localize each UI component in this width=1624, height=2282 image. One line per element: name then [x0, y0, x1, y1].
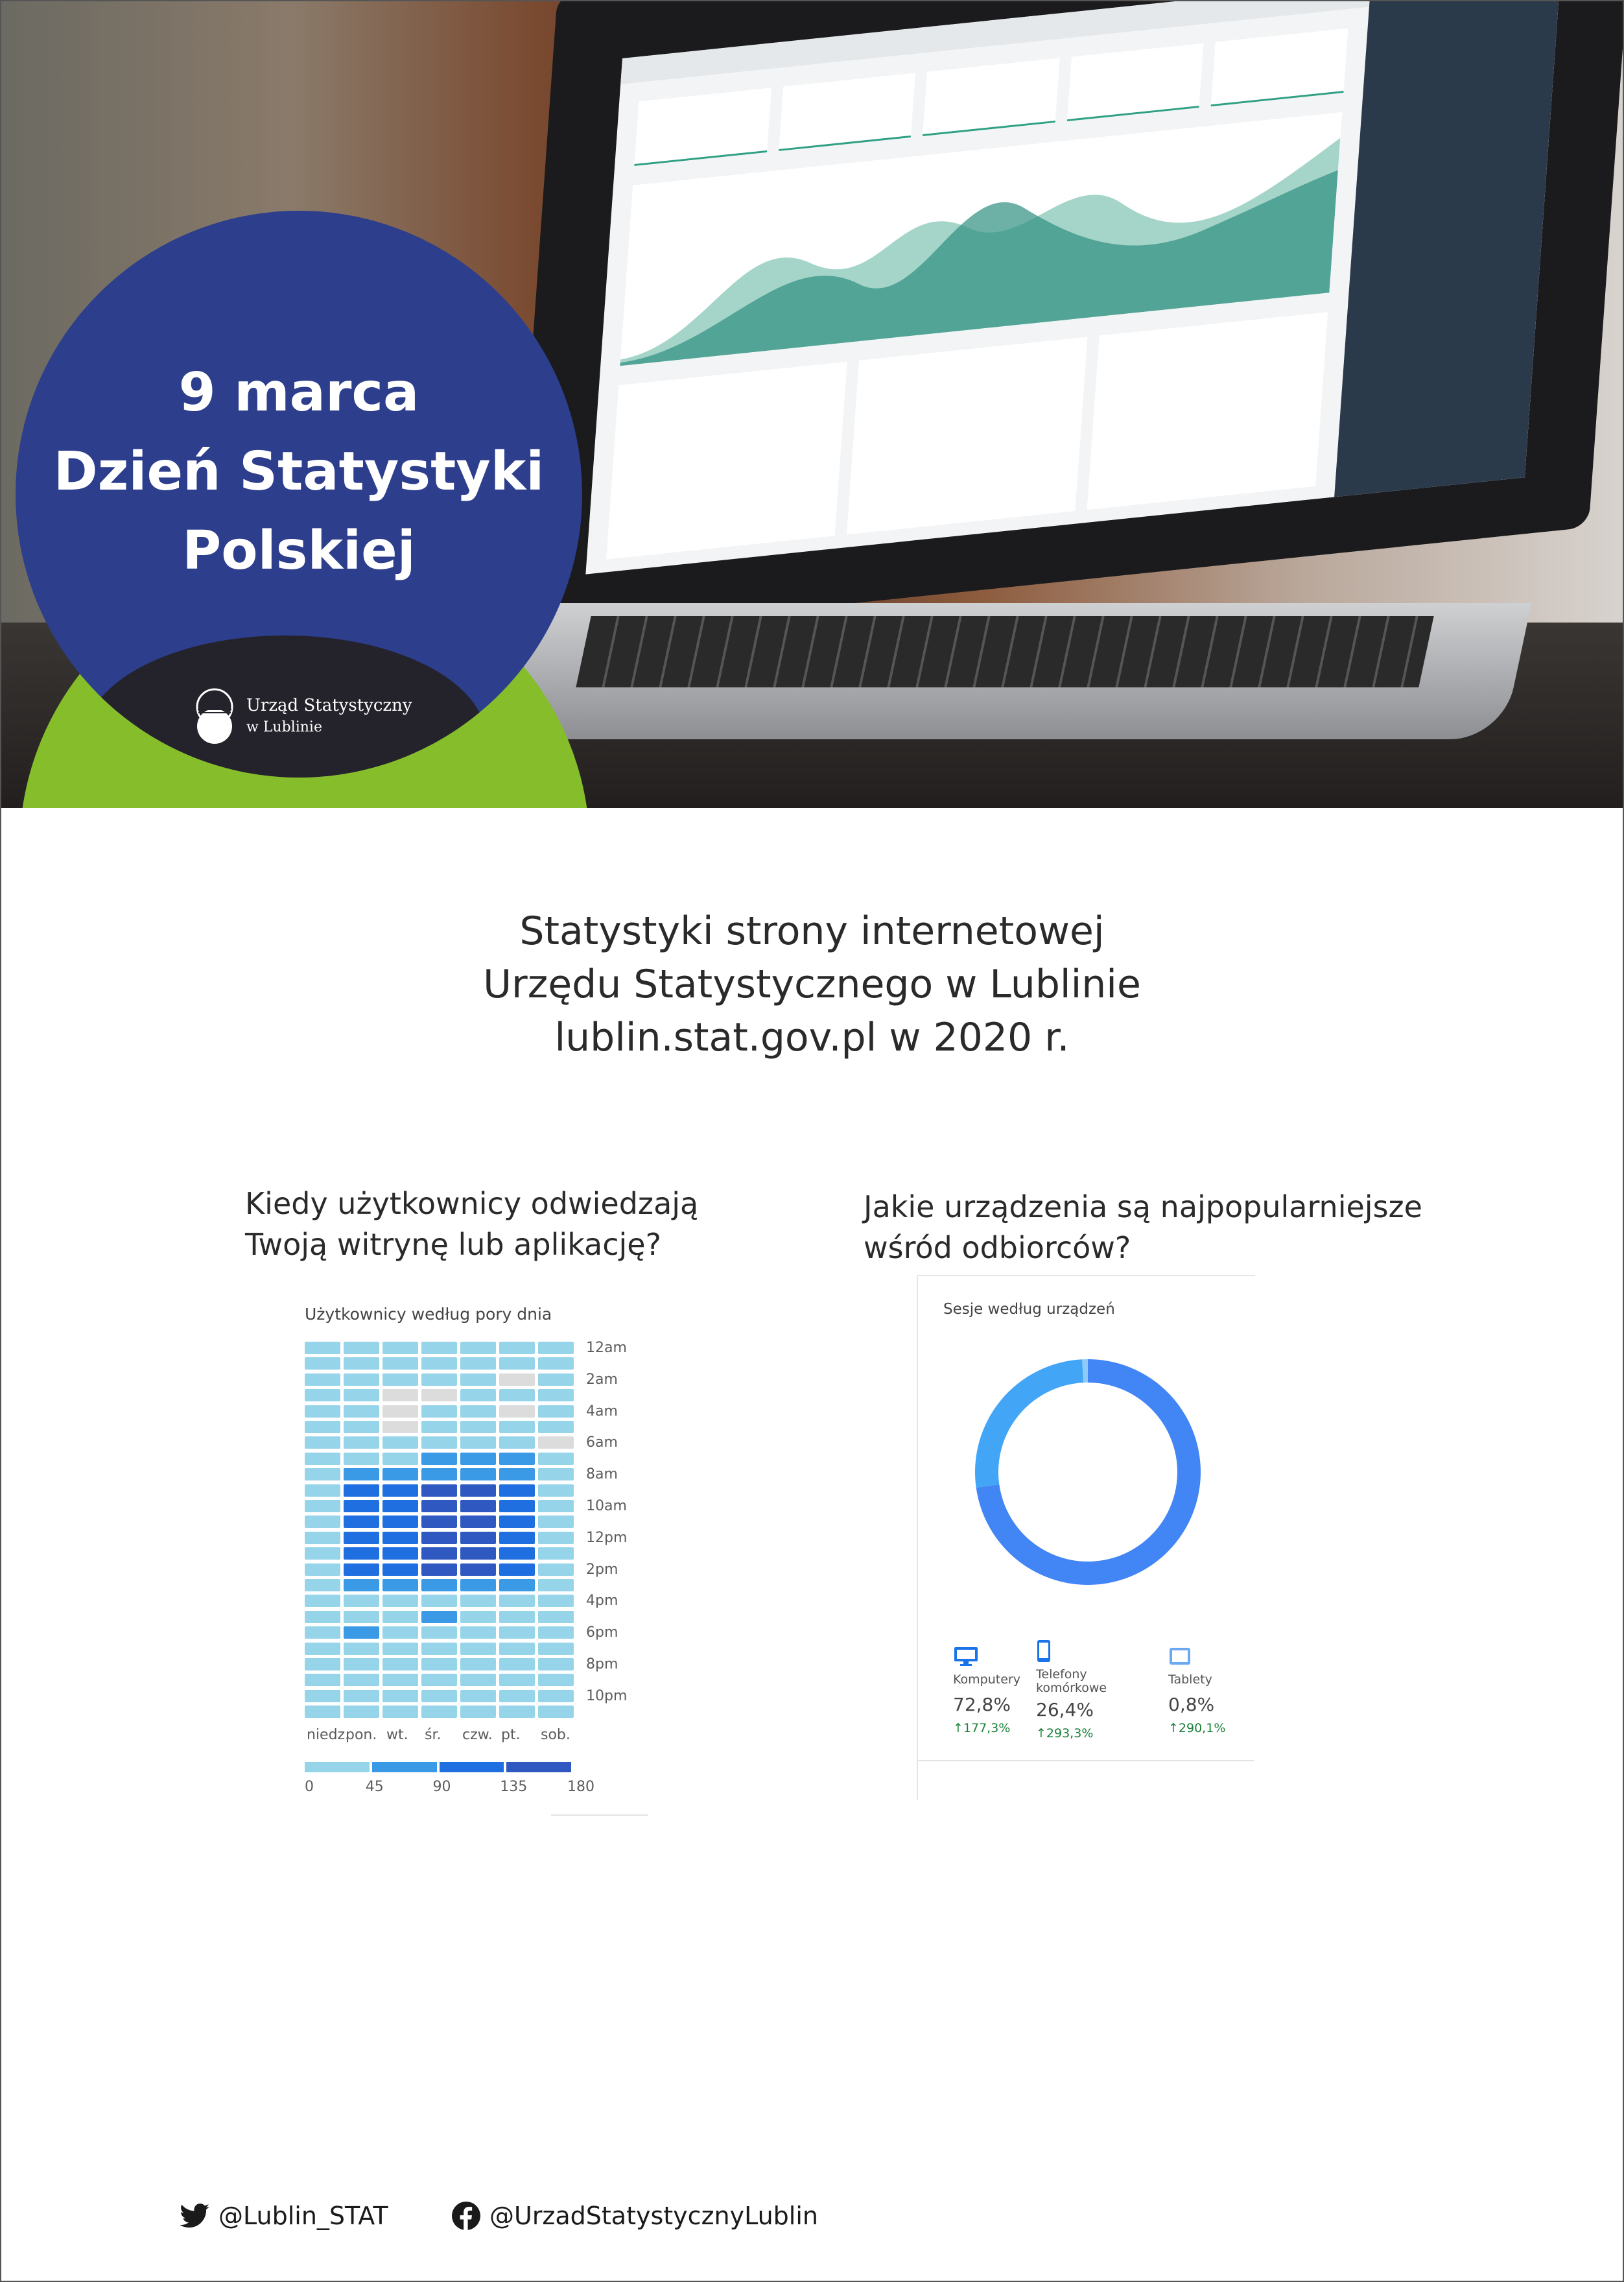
heatmap-cell	[421, 1674, 457, 1686]
heatmap-cell	[421, 1342, 457, 1354]
heatmap-cell	[305, 1690, 340, 1702]
heatmap-cell	[460, 1579, 496, 1591]
heatmap-scale-label: 0	[305, 1779, 314, 1795]
heatmap-cell	[538, 1515, 574, 1528]
heatmap-cell	[344, 1421, 379, 1433]
heatmap-cell	[382, 1421, 418, 1433]
heatmap-cell	[382, 1515, 418, 1528]
heatmap-cell	[421, 1547, 457, 1560]
heatmap-cell	[538, 1579, 574, 1591]
heatmap-cell	[421, 1611, 457, 1623]
heatmap-cell	[382, 1706, 418, 1718]
page-title	[0, 905, 1624, 1064]
heatmap-cell	[460, 1468, 496, 1480]
heatmap-grid	[305, 1342, 577, 1724]
heatmap-cell	[499, 1357, 535, 1370]
heatmap-scale-label: 180	[567, 1779, 594, 1795]
heatmap-cell	[382, 1357, 418, 1370]
heatmap-cell	[538, 1373, 574, 1386]
heatmap-y-tick-label: 4pm	[586, 1593, 618, 1610]
heatmap-cell	[305, 1405, 340, 1418]
heatmap-cell	[421, 1373, 457, 1386]
donut-card-divider	[918, 1760, 1254, 1761]
heatmap-cell	[305, 1373, 340, 1386]
heatmap-cell	[421, 1436, 457, 1449]
donut-chart	[965, 1349, 1211, 1595]
heatmap-cell	[305, 1643, 340, 1655]
heatmap-cell	[305, 1453, 340, 1465]
heatmap-cell	[382, 1436, 418, 1449]
heatmap-x-tick-label: czw.	[462, 1727, 493, 1743]
heatmap-cell	[382, 1690, 418, 1702]
donut-legend-change: ↑293,3%	[1036, 1726, 1094, 1741]
heatmap-scale-segment	[506, 1762, 571, 1772]
heatmap-cell	[344, 1658, 379, 1670]
mobile-phone-icon	[1036, 1639, 1052, 1665]
heatmap-cell	[421, 1421, 457, 1433]
heatmap-cell	[421, 1643, 457, 1655]
heatmap-cell	[460, 1658, 496, 1670]
heatmap-cell	[499, 1595, 535, 1607]
heatmap-cell	[305, 1421, 340, 1433]
heatmap-x-tick-label: pon.	[346, 1727, 377, 1743]
heatmap-cell	[538, 1500, 574, 1512]
question-visit-time	[245, 1183, 698, 1265]
donut-legend-change: ↑177,3%	[953, 1721, 1011, 1735]
tablet-icon	[1168, 1646, 1192, 1669]
urzad-statystyczny-logo	[194, 684, 412, 749]
heatmap-cell	[305, 1626, 340, 1639]
hero-banner	[0, 0, 1624, 808]
heatmap-cell	[460, 1626, 496, 1639]
heatmap-cell	[421, 1500, 457, 1512]
donut-legend-value: 72,8%	[953, 1694, 1011, 1715]
heatmap-cell	[421, 1357, 457, 1370]
heatmap-cell	[344, 1690, 379, 1702]
heatmap-cell	[460, 1357, 496, 1370]
facebook-icon	[452, 2202, 480, 2230]
heatmap-cell	[344, 1453, 379, 1465]
heatmap-cell	[538, 1468, 574, 1480]
heatmap-cell	[499, 1405, 535, 1418]
heatmap-cell	[382, 1453, 418, 1465]
heatmap-cell	[344, 1373, 379, 1386]
heatmap-y-tick-label: 12pm	[586, 1529, 628, 1546]
heatmap-cell	[460, 1563, 496, 1576]
heatmap-cell	[499, 1342, 535, 1354]
heatmap-cell	[421, 1389, 457, 1401]
heatmap-cell	[460, 1643, 496, 1655]
donut-legend-value: 26,4%	[1036, 1699, 1094, 1720]
heatmap-cell	[460, 1611, 496, 1623]
heatmap-cell	[499, 1579, 535, 1591]
heatmap-cell	[460, 1547, 496, 1560]
heatmap-cell	[460, 1532, 496, 1544]
heatmap-cell	[344, 1405, 379, 1418]
heatmap-cell	[538, 1658, 574, 1670]
heatmap-cell	[305, 1484, 340, 1497]
heatmap-cell	[344, 1342, 379, 1354]
heatmap-y-tick-label: 4am	[586, 1403, 618, 1420]
heatmap-cell	[460, 1342, 496, 1354]
heatmap-cell	[382, 1563, 418, 1576]
heatmap-cell	[305, 1532, 340, 1544]
heatmap-cell	[460, 1421, 496, 1433]
heatmap-cell	[538, 1436, 574, 1449]
heatmap-cell	[421, 1706, 457, 1718]
heatmap-cell	[305, 1658, 340, 1670]
heatmap-scale-label: 45	[365, 1779, 384, 1795]
heatmap-cell	[499, 1453, 535, 1465]
hero-title-line: Polskiej	[182, 520, 416, 582]
donut-legend-value: 0,8%	[1168, 1694, 1215, 1715]
heatmap-cell	[421, 1484, 457, 1497]
heatmap-cell	[382, 1342, 418, 1354]
heatmap-cell	[499, 1421, 535, 1433]
heatmap-card-divider	[551, 1814, 648, 1816]
heatmap-cell	[421, 1453, 457, 1465]
heatmap-cell	[305, 1357, 340, 1370]
logo-text-line1: Urząd Statystyczny	[246, 696, 412, 715]
heatmap-x-tick-label: pt.	[501, 1727, 521, 1743]
heatmap-cell	[499, 1611, 535, 1623]
heatmap-cell	[499, 1658, 535, 1670]
heatmap-cell	[421, 1515, 457, 1528]
heatmap-cell	[460, 1690, 496, 1702]
heatmap-cell	[499, 1547, 535, 1560]
heatmap-cell	[382, 1484, 418, 1497]
heatmap-y-tick-label: 10pm	[586, 1687, 628, 1704]
heatmap-cell	[305, 1515, 340, 1528]
heatmap-cell	[538, 1706, 574, 1718]
logo-circles-icon	[194, 687, 235, 746]
heatmap-cell	[538, 1389, 574, 1401]
heatmap-cell	[421, 1405, 457, 1418]
heatmap-cell	[344, 1515, 379, 1528]
heatmap-x-tick-label: śr.	[425, 1727, 441, 1743]
heatmap-cell	[344, 1611, 379, 1623]
donut-legend-label: Tablety	[1168, 1672, 1212, 1687]
desktop-icon	[953, 1646, 979, 1669]
question-devices	[864, 1187, 1422, 1268]
donut-legend-label: Komputery	[953, 1672, 1020, 1687]
heatmap-x-tick-label: niedz.	[307, 1727, 350, 1743]
heatmap-cell	[421, 1690, 457, 1702]
heatmap-cell	[305, 1563, 340, 1576]
heatmap-scale-segment	[305, 1762, 370, 1772]
heatmap-cell	[538, 1563, 574, 1576]
heatmap-cell	[460, 1674, 496, 1686]
heatmap-cell	[305, 1436, 340, 1449]
heatmap-cell	[344, 1626, 379, 1639]
heatmap-cell	[421, 1626, 457, 1639]
laptop-keyboard	[576, 616, 1433, 687]
heatmap-cell	[382, 1547, 418, 1560]
heatmap-cell	[382, 1532, 418, 1544]
heatmap-cell	[460, 1436, 496, 1449]
heatmap-cell	[499, 1690, 535, 1702]
heatmap-y-tick-label: 6am	[586, 1434, 618, 1451]
question-line: Kiedy użytkownicy odwiedzają	[245, 1186, 699, 1221]
heatmap-cell	[499, 1515, 535, 1528]
heatmap-cell	[382, 1674, 418, 1686]
heatmap-cell	[344, 1643, 379, 1655]
heatmap-cell	[305, 1674, 340, 1686]
heatmap-cell	[382, 1373, 418, 1386]
question-line: Jakie urządzenia są najpopularniejsze	[864, 1189, 1422, 1224]
donut-legend-label: Telefony komórkowe	[1036, 1667, 1107, 1695]
heatmap-cell	[382, 1658, 418, 1670]
page-title-line: Statystyki strony internetowej	[519, 909, 1105, 954]
hero-title-line: Dzień Statystyki	[53, 441, 545, 503]
heatmap-cell	[460, 1484, 496, 1497]
heatmap-cell	[305, 1500, 340, 1512]
heatmap-cell	[538, 1674, 574, 1686]
heatmap-cell	[421, 1579, 457, 1591]
heatmap-y-tick-label: 10am	[586, 1498, 627, 1514]
heatmap-cell	[421, 1595, 457, 1607]
heatmap-cell	[499, 1532, 535, 1544]
heatmap-cell	[344, 1532, 379, 1544]
heatmap-cell	[499, 1389, 535, 1401]
heatmap-cell	[538, 1532, 574, 1544]
heatmap-cell	[499, 1674, 535, 1686]
heatmap-cell	[305, 1706, 340, 1718]
heatmap-cell	[538, 1405, 574, 1418]
heatmap-cell	[499, 1484, 535, 1497]
heatmap-cell	[538, 1595, 574, 1607]
heatmap-scale-label: 135	[500, 1779, 528, 1795]
heatmap-y-tick-label: 6pm	[586, 1624, 618, 1641]
laptop-dashboard-screen	[585, 0, 1561, 575]
heatmap-cell	[538, 1342, 574, 1354]
twitter-icon	[180, 2204, 209, 2228]
heatmap-cell	[538, 1611, 574, 1623]
heatmap-cell	[305, 1342, 340, 1354]
facebook-handle: @UrzadStatystycznyLublin	[489, 2202, 818, 2230]
heatmap-cell	[344, 1595, 379, 1607]
page-title-line: Urzędu Statystycznego w Lublinie	[483, 962, 1141, 1007]
heatmap-cell	[382, 1595, 418, 1607]
donut-title: Sesje według urządzeń	[943, 1301, 1115, 1318]
heatmap-y-tick-label: 2pm	[586, 1561, 618, 1578]
heatmap-cell	[421, 1563, 457, 1576]
donut-legend-change: ↑290,1%	[1168, 1721, 1226, 1735]
question-line: wśród odbiorców?	[864, 1230, 1131, 1265]
heatmap-cell	[499, 1563, 535, 1576]
heatmap-title: Użytkownicy według pory dnia	[305, 1305, 552, 1324]
heatmap-cell	[305, 1579, 340, 1591]
heatmap-cell	[344, 1484, 379, 1497]
heatmap-cell	[460, 1373, 496, 1386]
heatmap-cell	[382, 1500, 418, 1512]
heatmap-cell	[344, 1468, 379, 1480]
heatmap-cell	[499, 1626, 535, 1639]
heatmap-cell	[460, 1706, 496, 1718]
twitter-link[interactable]	[180, 2202, 388, 2230]
heatmap-cell	[382, 1468, 418, 1480]
heatmap-cell	[538, 1690, 574, 1702]
heatmap-cell	[499, 1373, 535, 1386]
heatmap-cell	[382, 1579, 418, 1591]
heatmap-cell	[344, 1674, 379, 1686]
heatmap-cell	[344, 1357, 379, 1370]
heatmap-cell	[344, 1563, 379, 1576]
heatmap-cell	[421, 1532, 457, 1544]
heatmap-cell	[344, 1389, 379, 1401]
heatmap-cell	[382, 1643, 418, 1655]
heatmap-cell	[460, 1500, 496, 1512]
heatmap-cell	[460, 1595, 496, 1607]
heatmap-cell	[421, 1658, 457, 1670]
hero-title-line: 9 marca	[178, 362, 419, 423]
question-line: Twoją witrynę lub aplikację?	[245, 1227, 662, 1262]
heatmap-cell	[538, 1484, 574, 1497]
heatmap-cell	[305, 1595, 340, 1607]
page-title-line: lublin.stat.gov.pl w 2020 r.	[554, 1015, 1070, 1060]
heatmap-cell	[382, 1389, 418, 1401]
heatmap-y-tick-label: 8pm	[586, 1656, 618, 1672]
heatmap-x-tick-label: sob.	[541, 1727, 571, 1743]
heatmap-cell	[344, 1436, 379, 1449]
heatmap-y-tick-label: 2am	[586, 1371, 618, 1388]
heatmap-scale-segment	[440, 1762, 504, 1772]
heatmap-cell	[460, 1453, 496, 1465]
heatmap-cell	[382, 1611, 418, 1623]
heatmap-cell	[305, 1389, 340, 1401]
heatmap-scale-label: 90	[432, 1779, 451, 1795]
heatmap-cell	[344, 1579, 379, 1591]
heatmap-cell	[499, 1500, 535, 1512]
twitter-handle: @Lublin_STAT	[218, 2202, 388, 2230]
donut-slice	[975, 1359, 1083, 1488]
heatmap-cell	[538, 1626, 574, 1639]
heatmap-x-tick-label: wt.	[386, 1727, 408, 1743]
heatmap-cell	[460, 1405, 496, 1418]
facebook-link[interactable]	[452, 2202, 818, 2230]
heatmap-cell	[460, 1515, 496, 1528]
heatmap-cell	[499, 1468, 535, 1480]
heatmap-cell	[344, 1706, 379, 1718]
heatmap-cell	[382, 1405, 418, 1418]
heatmap-cell	[344, 1547, 379, 1560]
heatmap-cell	[305, 1468, 340, 1480]
heatmap-cell	[538, 1421, 574, 1433]
heatmap-cell	[538, 1357, 574, 1370]
logo-text-line2: w Lublinie	[246, 719, 322, 735]
heatmap-cell	[538, 1547, 574, 1560]
heatmap-scale-segment	[372, 1762, 437, 1772]
heatmap-cell	[305, 1611, 340, 1623]
heatmap-cell	[344, 1500, 379, 1512]
heatmap-cell	[382, 1626, 418, 1639]
heatmap-cell	[421, 1468, 457, 1480]
heatmap-cell	[499, 1643, 535, 1655]
hero-title	[16, 353, 582, 591]
heatmap-cell	[499, 1706, 535, 1718]
heatmap-cell	[499, 1436, 535, 1449]
heatmap-cell	[538, 1643, 574, 1655]
heatmap-y-tick-label: 12am	[586, 1340, 627, 1356]
heatmap-cell	[305, 1547, 340, 1560]
heatmap-y-tick-label: 8am	[586, 1466, 618, 1483]
heatmap-cell	[460, 1389, 496, 1401]
heatmap-cell	[538, 1453, 574, 1465]
